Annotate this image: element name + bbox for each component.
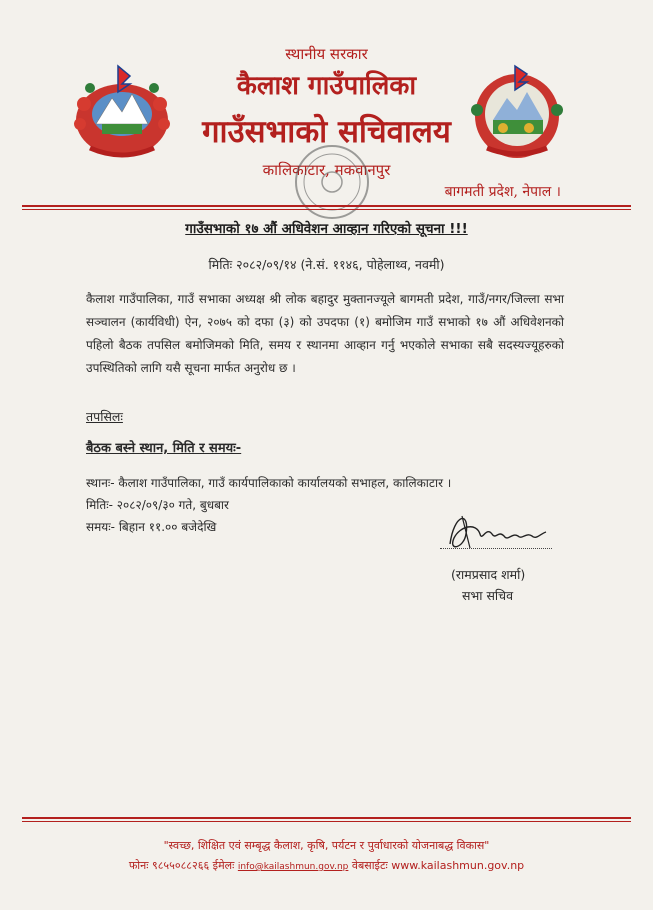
footer-phone: फोनः ९८५५०८८२६६ ईमेलः <box>128 859 235 872</box>
header-rule-thin <box>22 209 631 210</box>
official-stamp <box>292 142 372 222</box>
meeting-venue: स्थानः- कैलाश गाउँपालिका, गाउँ कार्यपालिकाको कार्यालयको सभाहल, कालिकाटार । <box>86 476 452 490</box>
office-name: गाउँसभाको सचिवालय <box>202 114 451 150</box>
meeting-heading: बैठक बस्ने स्थान, मिति र समयः- <box>86 441 242 456</box>
notice-date: मितिः २०८२/०९/१४ (ने.सं. ११४६, पोहेलाथ्व, नवमी) <box>208 257 445 272</box>
signatory-name: (रामप्रसाद शर्मा) <box>451 567 526 582</box>
footer-rule <box>22 817 631 819</box>
province-label: बागमती प्रदेश, नेपाल । <box>444 184 561 200</box>
notice-body: कैलाश गाउँपालिका, गाउँ सभाका अध्यक्ष श्री लोक बहादुर मुक्तानज्यूले बागमती प्रदेश, गाउँ/नगर/जिल्ला सभा सञ्चालन (कार्यविधी) ऐन, २०७५ को दफा (३) को उपदफा (१) बमोजिम गाउँ सभाको १७ औं अधिवेशनको पहिलो बैठक तपसिल बमोजिमको मिति, समय र स्थानमा आव्हान गर्नु भएकोले सभाका सबै सदस्यज्यूहरुको उपस्थितिको लागि यसै सूचना मार्फत अनुरोध छ । <box>86 292 564 375</box>
municipality-name: कैलाश गाउँपालिका <box>236 71 417 101</box>
notice-title: गाउँसभाको १७ औं अधिवेशन आव्हान गरिएको सूचना !!! <box>185 221 468 237</box>
footer-email[interactable]: info@kailashmun.gov.np <box>237 862 349 872</box>
footer-contact <box>0 858 653 873</box>
footer-rule-thin <box>22 821 631 822</box>
footer-website[interactable]: वेबसाईटः www.kailashmun.gov.np <box>351 859 525 872</box>
meeting-time: समयः- बिहान ११.०० बजेदेखि <box>86 520 217 534</box>
details-label: तपसिलः <box>86 409 123 424</box>
header-rule <box>22 205 631 207</box>
footer-slogan: "स्वच्छ, शिक्षित एवं सम्बृद्ध कैलाश, कृषि, पर्यटन र पुर्वाधारको योजनाबद्ध विकास" <box>163 839 490 852</box>
signature-line <box>440 548 552 549</box>
government-label: स्थानीय सरकार <box>285 45 368 63</box>
meeting-date: मितिः- २०८२/०९/३० गते, बुधबार <box>86 498 229 512</box>
signature <box>440 504 560 560</box>
signatory-role: सभा सचिव <box>462 588 514 603</box>
office-address: कालिकाटार, मकवानपुर <box>262 161 391 179</box>
